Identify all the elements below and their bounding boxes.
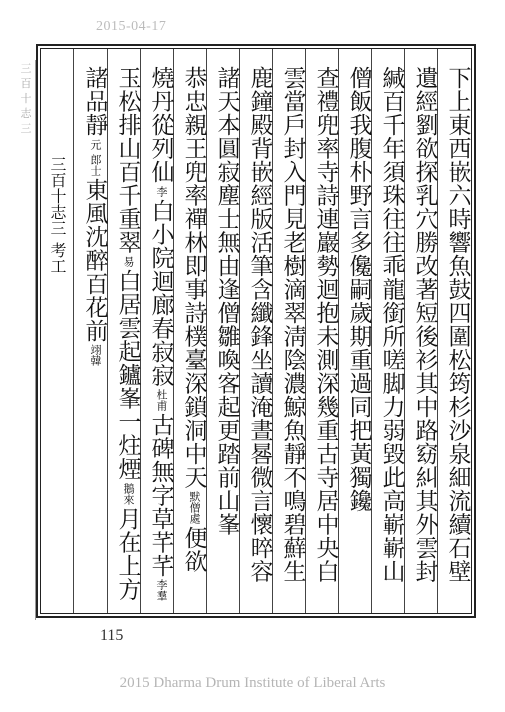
text-column-11	[112, 66, 142, 601]
text-column-10	[145, 66, 175, 603]
watermark-date: 2015-04-17	[96, 19, 167, 34]
margin-glyph: 十	[20, 92, 32, 105]
column-text-tail: 古碑無字草芊芊	[147, 412, 174, 577]
column-text-tail: 白小院迴廊春寂寂	[147, 198, 174, 387]
inline-note: 易	[122, 256, 135, 267]
margin-glyph: 百	[20, 77, 32, 90]
margin-glyph: 三	[20, 122, 32, 135]
text-column-6	[277, 66, 307, 583]
column-text-tail: 月在上方	[114, 506, 141, 601]
column-text: 鹿鐘殿背嵌經版活筆含纖鋒坐讀淹晝晷微言懷晬容	[246, 66, 273, 583]
footer-watermark: 2015 Dharma Drum Institute of Liberal Arts	[119, 675, 386, 691]
column-text: 玉松排山百千重翠	[114, 66, 141, 254]
column-rule	[73, 49, 74, 613]
column-text: 恭忠親王兜率禪林即事詩樸臺深鎖洞中天	[180, 66, 207, 489]
inline-note: 默僧處	[188, 491, 201, 524]
inline-note: 李羣	[155, 579, 168, 601]
column-text: 緘百千年須珠往往乖龍銜所嗟脚力弱毀此高嶄嶄山	[378, 66, 405, 583]
text-column-8	[211, 66, 241, 536]
inline-note: 翊韓	[89, 344, 102, 366]
text-column-7	[244, 66, 274, 583]
column-text: 遺經劉欲探乳穴勝改著短後衫其中路窈糾其外雲封	[411, 66, 438, 583]
margin-section: 考工	[48, 242, 67, 274]
column-text: 下上東西嵌六時響魚鼓四圍松筠杉沙泉細流續石壁	[444, 66, 471, 583]
column-text: 燒丹從列仙	[147, 66, 174, 184]
left-margin-strip	[17, 60, 36, 620]
margin-glyph: 志	[20, 107, 32, 120]
text-column-13	[43, 66, 71, 274]
inline-note: 元	[89, 138, 102, 150]
column-text-tail: 東風沈醉百花前	[81, 177, 108, 342]
column-text-tail: 白居雲起鑪峯一炷煙	[114, 269, 141, 481]
text-column-4	[343, 66, 373, 513]
text-column-9	[178, 66, 208, 573]
text-column-1	[442, 66, 472, 583]
column-text: 僧飯我腹朴野言多儳嗣歲期重過同把黃獨鑱	[345, 66, 372, 513]
text-column-5	[310, 66, 340, 583]
column-text: 雲當戶封入門見老樹滴翠淸陰濃鯨魚靜不鳴碧蘚生	[279, 66, 306, 583]
margin-title: 三百十志三	[48, 156, 67, 236]
column-text: 諸天本圓寂塵士無由逢僧雛喚客起更踏前山峯	[213, 66, 240, 536]
inline-note: 李	[155, 185, 168, 197]
inline-note: 鵝來	[122, 482, 135, 505]
column-text: 查禮兜率寺詩連巖勢迴抱未測深幾重古寺居中央白	[312, 66, 339, 583]
margin-glyph: 三	[20, 62, 32, 75]
page-number: 115	[100, 627, 124, 644]
text-column-3	[376, 66, 406, 583]
inline-note: 杜甫	[155, 388, 168, 411]
text-column-12	[79, 66, 109, 368]
column-text: 諸品靜	[81, 66, 108, 137]
column-text-tail: 便欲	[180, 526, 207, 573]
text-column-2	[409, 66, 439, 583]
inline-note: 郎士	[89, 153, 102, 176]
